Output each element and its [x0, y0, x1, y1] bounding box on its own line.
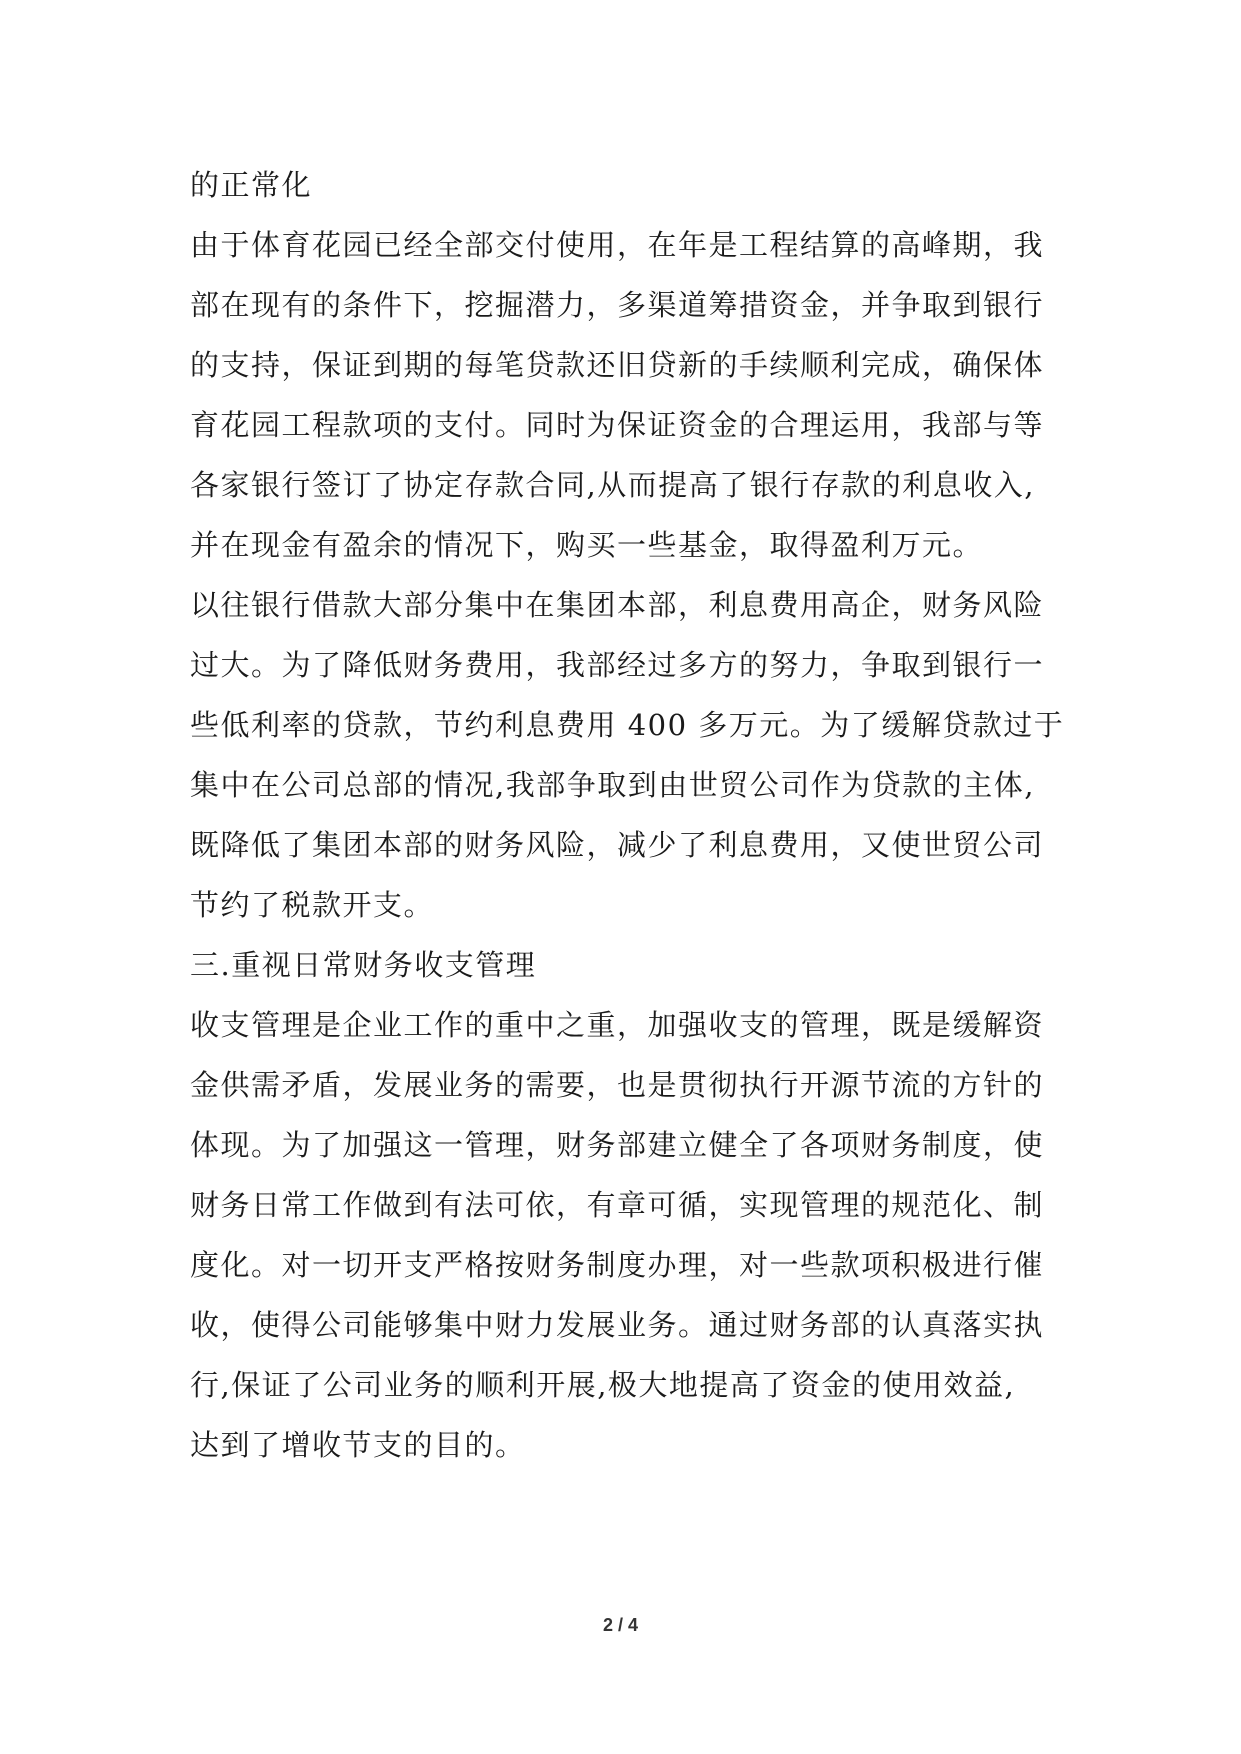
text-line: 些低利率的贷款，节约利息费用 400 多万元。为了缓解贷款过于 [190, 708, 1065, 742]
text-line: 部在现有的条件下，挖掘潜力，多渠道筹措资金，并争取到银行 [190, 288, 1045, 322]
text-line: 育花园工程款项的支付。同时为保证资金的合理运用，我部与等 [190, 408, 1045, 442]
page-number: 2 / 4 [602, 1615, 639, 1635]
text-line: 收支管理是企业工作的重中之重，加强收支的管理，既是缓解资 [190, 1008, 1045, 1042]
text-line: 的正常化 [190, 168, 313, 202]
text-line: 集中在公司总部的情况,我部争取到由世贸公司作为贷款的主体, [190, 768, 1035, 802]
document-body [190, 155, 1065, 1475]
text-line: 由于体育花园已经全部交付使用，在年是工程结算的高峰期，我 [190, 228, 1045, 262]
text-line: 以往银行借款大部分集中在集团本部，利息费用高企，财务风险 [190, 588, 1045, 622]
text-line: 并在现金有盈余的情况下，购买一些基金，取得盈利万元。 [190, 528, 984, 562]
text-line: 度化。对一切开支严格按财务制度办理，对一些款项积极进行催 [190, 1248, 1045, 1282]
text-line: 财务日常工作做到有法可依，有章可循，实现管理的规范化、制 [190, 1188, 1045, 1222]
text-line: 金供需矛盾，发展业务的需要，也是贯彻执行开源节流的方针的 [190, 1068, 1045, 1102]
text-line: 行,保证了公司业务的顺利开展,极大地提高了资金的使用效益, [190, 1368, 1016, 1402]
text-line: 收，使得公司能够集中财力发展业务。通过财务部的认真落实执 [190, 1308, 1045, 1342]
text-line: 过大。为了降低财务费用，我部经过多方的努力，争取到银行一 [190, 648, 1045, 682]
text-line: 节约了税款开支。 [190, 888, 435, 922]
text-line: 达到了增收节支的目的。 [190, 1428, 526, 1462]
text-line: 体现。为了加强这一管理，财务部建立健全了各项财务制度，使 [190, 1128, 1045, 1162]
text-line: 的支持，保证到期的每笔贷款还旧贷新的手续顺利完成，确保体 [190, 348, 1045, 382]
section-heading: 三.重视日常财务收支管理 [190, 948, 537, 982]
text-line: 各家银行签订了协定存款合同,从而提高了银行存款的利息收入, [190, 468, 1035, 502]
text-line: 既降低了集团本部的财务风险，减少了利息费用，又使世贸公司 [190, 828, 1045, 862]
